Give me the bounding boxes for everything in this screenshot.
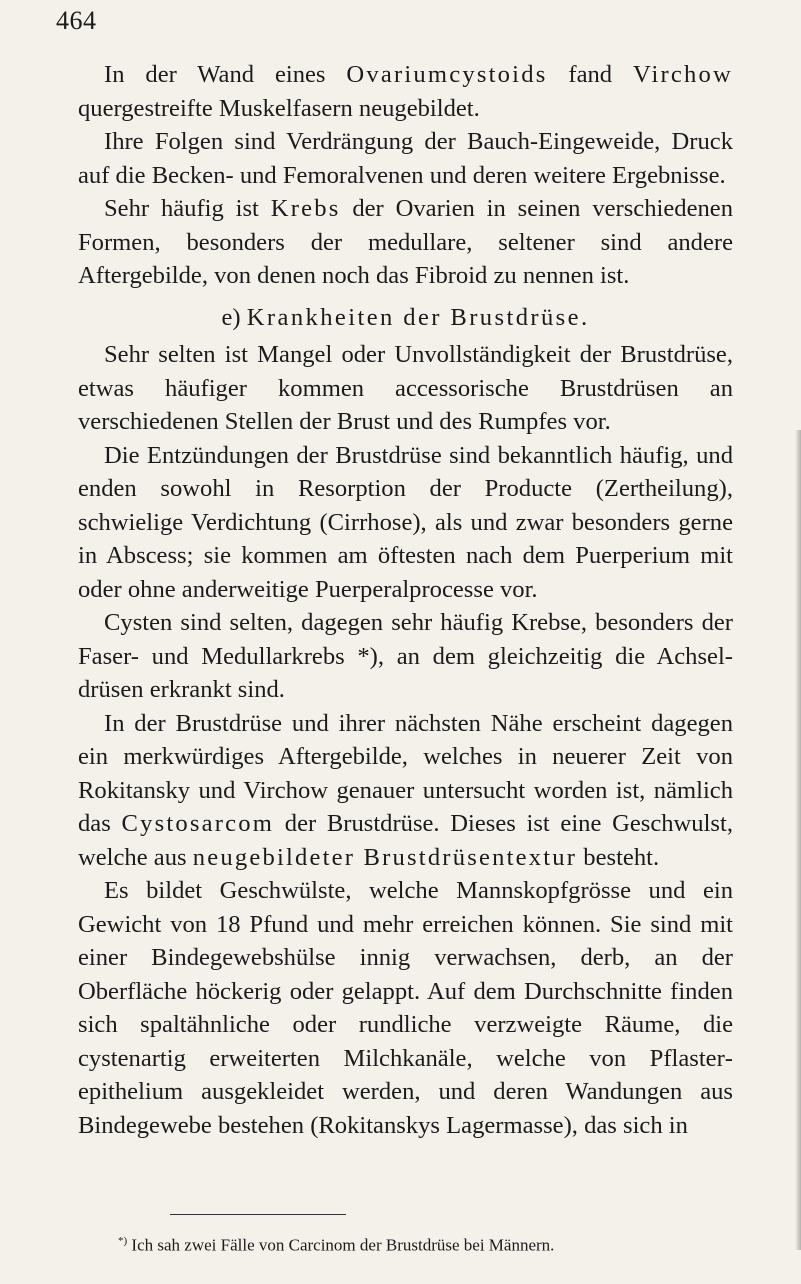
paragraph <box>78 192 733 293</box>
section-heading <box>78 301 733 335</box>
paragraph <box>78 338 733 439</box>
text-run: Die Entzündungen der Brustdrüse sind bekanntlich häufig, und enden sowohl in Resorption der Producte (Zertheilung), schwielige Verdichtung (Cirrhose), als und zwar besonders gerne in Abscess; sie kommen am öftesten nach dem Puerperium mit oder ohne anderweitige Puerperalprocesse vor. <box>78 441 733 603</box>
paragraph <box>78 707 733 875</box>
text-run: quergestreifte Muskelfasern neugebildet. <box>78 94 480 122</box>
spaced-term: Krebs <box>270 195 341 222</box>
spaced-term: neugebildeter Brustdrüsentextur <box>192 843 578 871</box>
text-run: der Brustdrüse. Dieses ist eine Geschwulst, welche aus <box>78 810 733 871</box>
footnote-text: Ich sah zwei Fälle von Carcinom der Brustdrüse bei Männern. <box>127 1235 555 1255</box>
page-edge-shadow <box>795 430 801 1250</box>
text-run: Ihre Folgen sind Verdrängung der Bauch-Eingeweide, Druck auf die Becken- und Femoralvenen und deren weitere Ergebnisse. <box>78 128 733 189</box>
body-text <box>78 58 733 1142</box>
footnote-divider <box>170 1214 346 1215</box>
paragraph <box>78 125 733 192</box>
paragraph <box>78 874 733 1142</box>
footnote <box>118 1230 718 1257</box>
text-run: In der Brustdrüse und ihrer nächsten Nähe erscheint dagegen ein merkwürdiges Aftergebilde, welches in neuerer Zeit von Rokitansky und Virchow genauer untersucht worden ist, nämlich das <box>78 709 733 837</box>
section-heading-title: Krankheiten der Brustdrüse. <box>246 303 590 331</box>
text-run: Cysten sind selten, dagegen sehr häufig Krebse, besonders der Faser- und Medullarkrebs *), an dem gleichzeitig die Achseldrüsen erkrankt sind. <box>78 609 733 703</box>
spaced-term: Virchow <box>633 61 733 88</box>
spaced-term: Cystosarcom <box>121 810 275 837</box>
text-run: besteht. <box>577 843 660 871</box>
page-number: 464 <box>56 6 97 35</box>
footnote-mark: *) <box>118 1235 128 1247</box>
text-run: Es bildet Geschwülste, welche Mannskopfgrösse und ein Gewicht von 18 Pfund und mehr erreichen können. Sie sind mit einer Bindegewebshülse innig verwachsen, derb, an der Oberfläche höckerig oder gelappt. Auf dem Durchschnitte finden sich spaltähnliche oder rundliche verzweigte Räume, die cystenartig erweiterten Milchkanäle, welche von Pflasterepithelium ausgekleidet werden, und deren Wandungen aus Bindegewebe bestehen (Rokitanskys Lagermasse), das sich in <box>78 877 733 1139</box>
text-run: Sehr selten ist Mangel oder Unvollständigkeit der Brustdrüse, etwas häufiger kommen accessorische Brustdrüsen an verschiedenen Stellen der Brust und des Rumpfes vor. <box>78 341 733 435</box>
text-run: fand <box>547 61 634 88</box>
text-run: der Ovarien in seinen verschiedenen Formen, besonders der medullare, seltener sind andere Aftergebilde, von denen noch das Fibroid zu nennen ist. <box>78 195 733 289</box>
spaced-term: Ovariumcystoids <box>346 61 548 88</box>
paragraph <box>78 606 733 707</box>
paragraph <box>78 439 733 607</box>
section-heading-prefix: e) <box>221 303 247 331</box>
paragraph <box>78 58 733 125</box>
text-run: In der Wand eines <box>104 61 347 88</box>
text-run: Sehr häufig ist <box>104 195 271 222</box>
